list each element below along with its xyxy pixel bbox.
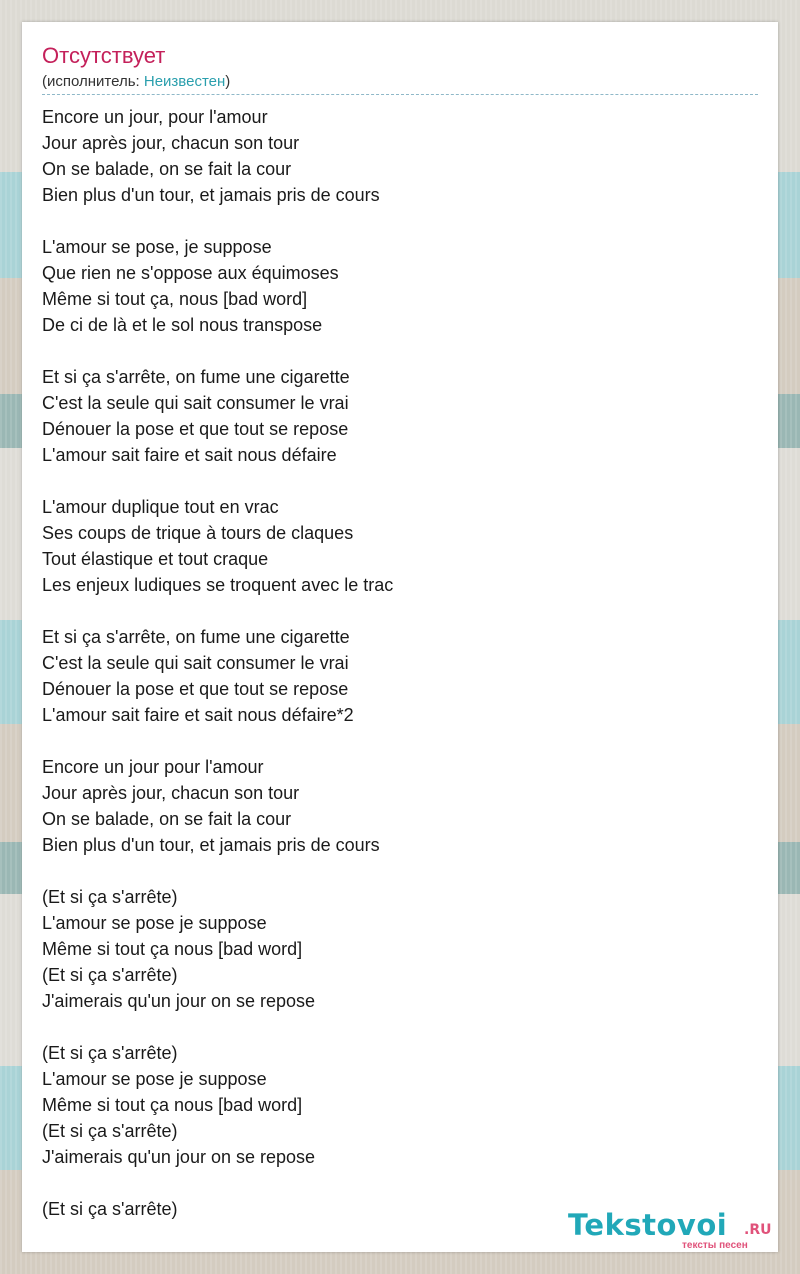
logo-wordmark: Tekstovoi [568,1208,728,1242]
lyrics-line: L'amour se pose je suppose [42,1069,267,1089]
lyrics-line: Dénouer la pose et que tout se repose [42,419,349,439]
lyrics-line: (Et si ça s'arrête) [42,1121,178,1141]
lyrics-body [42,104,758,1248]
lyrics-line: L'amour duplique tout en vrac [42,497,279,517]
lyrics-line: Encore un jour, pour l'amour [42,107,268,127]
lyrics-card [22,22,778,1252]
lyrics-line: Même si tout ça, nous [bad word] [42,289,308,309]
lyrics-line: C'est la seule qui sait consumer le vrai [42,653,349,673]
lyrics-stanza [42,1040,758,1170]
lyrics-line: (Et si ça s'arrête) [42,965,178,985]
lyrics-line: J'aimerais qu'un jour on se repose [42,1147,316,1167]
lyrics-line: Même si tout ça nous [bad word] [42,939,303,959]
logo-tagline: тексты песен [682,1240,748,1251]
lyrics-line: Que rien ne s'oppose aux équimoses [42,263,339,283]
lyrics-line: Les enjeux ludiques se troquent avec le trac [42,575,394,595]
artist-suffix: ) [225,73,231,90]
lyrics-line: Dénouer la pose et que tout se repose [42,679,349,699]
lyrics-line: (Et si ça s'arrête) [42,1199,178,1219]
lyrics-stanza [42,364,758,468]
song-title: Отсутствует [42,43,166,68]
lyrics-line: Bien plus d'un tour, et jamais pris de cours [42,835,380,855]
lyrics-line: L'amour se pose je suppose [42,913,267,933]
lyrics-line: L'amour se pose, je suppose [42,237,272,257]
lyrics-stanza [42,884,758,1014]
logo-domain: .RU [744,1222,772,1238]
lyrics-line: C'est la seule qui sait consumer le vrai [42,393,349,413]
lyrics-line: L'amour sait faire et sait nous défaire*2 [42,705,354,725]
lyrics-stanza [42,624,758,728]
lyrics-line: Et si ça s'arrête, on fume une cigarette [42,627,350,647]
lyrics-line: (Et si ça s'arrête) [42,887,178,907]
lyrics-line: Tout élastique et tout craque [42,549,269,569]
lyrics-line: De ci de là et le sol nous transpose [42,315,323,335]
site-logo[interactable] [568,1208,778,1252]
lyrics-line: Jour après jour, chacun son tour [42,133,300,153]
lyrics-line: On se balade, on se fait la cour [42,159,292,179]
artist-line [42,72,230,92]
lyrics-line: Bien plus d'un tour, et jamais pris de cours [42,185,380,205]
artist-prefix: (исполнитель: [42,73,144,90]
lyrics-line: J'aimerais qu'un jour on se repose [42,991,316,1011]
lyrics-line: Jour après jour, chacun son tour [42,783,300,803]
lyrics-line: L'amour sait faire et sait nous défaire [42,445,337,465]
lyrics-stanza [42,104,758,208]
lyrics-stanza [42,494,758,598]
lyrics-line: (Et si ça s'arrête) [42,1043,178,1063]
lyrics-stanza [42,234,758,338]
lyrics-line: Ses coups de trique à tours de claques [42,523,354,543]
lyrics-line: Encore un jour pour l'amour [42,757,264,777]
lyrics-line: Et si ça s'arrête, on fume une cigarette [42,367,350,387]
header-divider [42,94,758,95]
lyrics-line: On se balade, on se fait la cour [42,809,292,829]
lyrics-line: Même si tout ça nous [bad word] [42,1095,303,1115]
lyrics-stanza [42,754,758,858]
artist-link[interactable]: Неизвестен [143,73,226,90]
